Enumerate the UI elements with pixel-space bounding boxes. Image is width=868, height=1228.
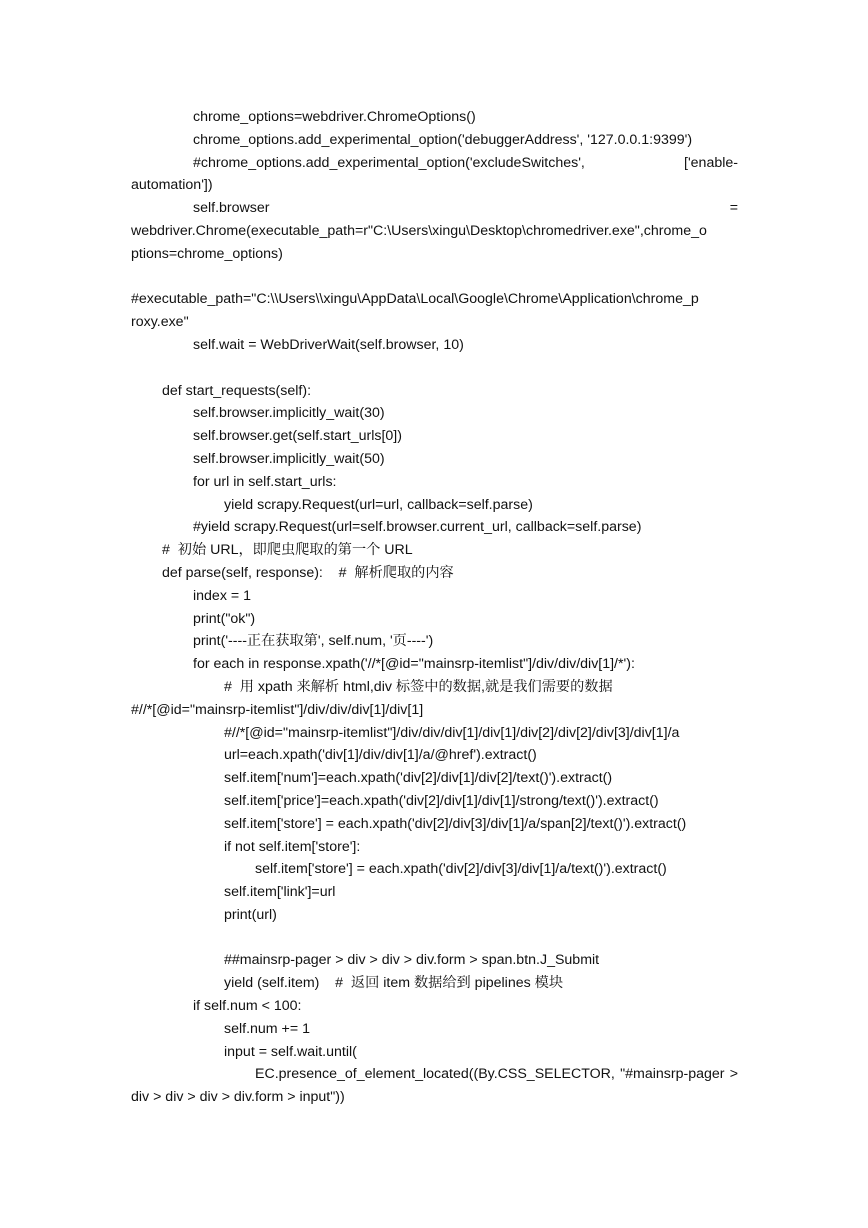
code-line: if not self.item['store']: [224, 838, 361, 855]
code-line: #//*[@id="mainsrp-itemlist"]/div/div/div[1]/div[1] [131, 701, 424, 718]
code-line: self.num += 1 [224, 1020, 310, 1037]
code-line: def start_requests(self): [162, 382, 312, 399]
code-line: def parse(self, response): # 解析爬取的内容 [162, 564, 454, 581]
code-line: #//*[@id="mainsrp-itemlist"]/div/div/div[1]/div[1]/div[2]/div[2]/div[3]/div[1]/a [224, 724, 680, 741]
code-line: self.browser = [193, 200, 738, 217]
code-line: #executable_path="C:\\Users\\xingu\AppData\Local\Google\Chrome\Application\chrome_p [131, 291, 699, 308]
code-line: self.browser.implicitly_wait(30) [193, 405, 385, 422]
code-line: for each in response.xpath('//*[@id="mainsrp-itemlist"]/div/div/div[1]/*'): [193, 656, 635, 673]
code-line: print(url) [224, 906, 277, 923]
code-line: self.wait = WebDriverWait(self.browser, 10) [193, 336, 464, 353]
code-line: # 初始 URL，即爬虫爬取的第一个 URL [162, 542, 413, 559]
code-line: chrome_options=webdriver.ChromeOptions() [193, 109, 476, 125]
code-line: self.browser.get(self.start_urls[0]) [193, 428, 402, 445]
code-line: chrome_options.add_experimental_option('debuggerAddress', '127.0.0.1:9399') [193, 131, 693, 148]
code-line: yield scrapy.Request(url=url, callback=self.parse) [224, 496, 533, 513]
code-line: EC.presence_of_element_located((By.CSS_SELECTOR, "#mainsrp-pager > [255, 1066, 738, 1083]
code-line: print('----正在获取第', self.num, '页----') [193, 633, 434, 650]
code-line: roxy.exe" [131, 314, 189, 331]
blank-line [131, 266, 738, 289]
code-line: ptions=chrome_options) [131, 245, 283, 262]
blank-line [131, 927, 738, 950]
code-listing [131, 106, 738, 1109]
blank-line [131, 357, 738, 380]
code-line: print("ok") [193, 610, 256, 627]
code-line: # 用 xpath 来解析 html,div 标签中的数据,就是我们需要的数据 [224, 678, 613, 695]
code-line: automation']) [131, 177, 213, 194]
code-line: for url in self.start_urls: [193, 473, 337, 490]
code-line: #chrome_options.add_experimental_option('excludeSwitches', ['enable- [193, 154, 738, 171]
code-line: #yield scrapy.Request(url=self.browser.current_url, callback=self.parse) [193, 519, 642, 536]
code-line: index = 1 [193, 587, 251, 604]
code-line: webdriver.Chrome(executable_path=r"C:\Users\xingu\Desktop\chromedriver.exe",chrome_o [131, 222, 707, 239]
code-line: div > div > div > div.form > input")) [131, 1089, 345, 1106]
code-line: input = self.wait.until( [224, 1043, 357, 1060]
code-line: self.item['link']=url [224, 884, 336, 901]
code-line: self.item['price']=each.xpath('div[2]/div[1]/div[1]/strong/text()').extract() [224, 792, 659, 809]
code-line: self.item['num']=each.xpath('div[2]/div[1]/div[2]/text()').extract() [224, 770, 613, 787]
code-line: ##mainsrp-pager > div > div > div.form > span.btn.J_Submit [224, 952, 600, 969]
code-line: self.item['store'] = each.xpath('div[2]/div[3]/div[1]/a/text()').extract() [255, 861, 667, 878]
code-line: url=each.xpath('div[1]/div/div[1]/a/@href').extract() [224, 747, 537, 764]
code-line: if self.num < 100: [193, 998, 302, 1015]
code-line: yield (self.item) # 返回 item 数据给到 pipelines 模块 [224, 975, 564, 992]
code-line: self.browser.implicitly_wait(50) [193, 450, 385, 467]
code-line: self.item['store'] = each.xpath('div[2]/div[3]/div[1]/a/span[2]/text()').extract() [224, 815, 687, 832]
